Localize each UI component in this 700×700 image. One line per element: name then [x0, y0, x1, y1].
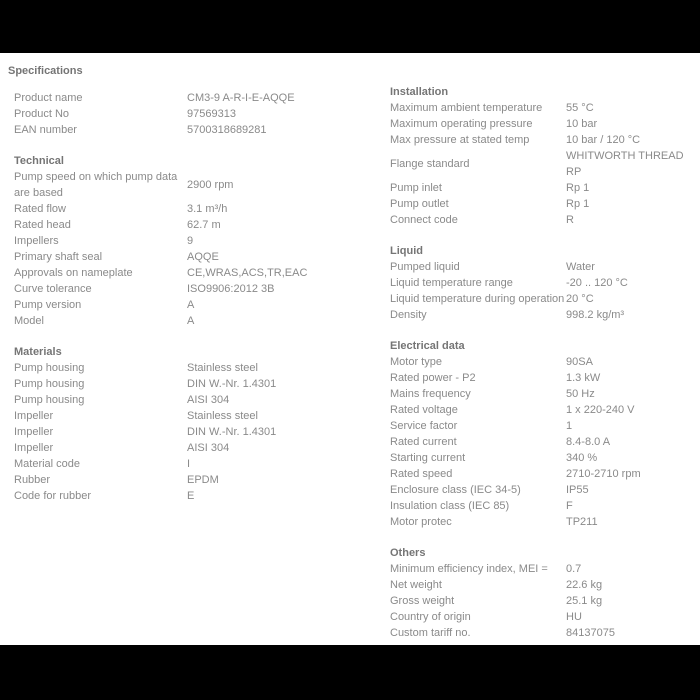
spec-value: 1.3 kW — [566, 372, 601, 384]
spec-value: 50 Hz — [566, 388, 595, 400]
spec-value: 25.1 kg — [566, 595, 603, 607]
spec-label: Country of origin — [390, 611, 471, 623]
spec-value: 97569313 — [187, 108, 236, 120]
specifications-panel — [0, 53, 700, 645]
spec-label: Primary shaft seal — [14, 251, 103, 263]
spec-row — [390, 275, 698, 291]
spec-value: TP211 — [566, 516, 598, 528]
spec-value: Rp 1 — [566, 182, 590, 194]
spec-row — [390, 609, 698, 625]
spec-label: Model — [14, 315, 44, 327]
spec-row — [14, 472, 358, 488]
spec-value: CE,WRAS,ACS,TR,EAC — [187, 267, 308, 279]
spec-row — [14, 297, 358, 313]
spec-row — [14, 313, 358, 329]
spec-section — [390, 338, 698, 530]
spec-label: Rubber — [14, 474, 51, 486]
spec-label: Rated power - P2 — [390, 372, 476, 384]
spec-label: Rated current — [390, 436, 457, 448]
spec-row — [14, 408, 358, 424]
spec-value: DIN W.-Nr. 1.4301 — [187, 378, 277, 390]
spec-label: Pump version — [14, 299, 82, 311]
spec-value: HU — [566, 611, 582, 623]
spec-value: DIN W.-Nr. 1.4301 — [187, 426, 277, 438]
spec-value: 22.6 kg — [566, 579, 603, 591]
spec-label: Impellers — [14, 235, 59, 247]
spec-value: CM3-9 A-R-I-E-AQQE — [187, 92, 295, 104]
right-column — [390, 84, 698, 641]
spec-row — [14, 440, 358, 456]
spec-row — [14, 233, 358, 249]
top-black-bar — [0, 0, 700, 53]
spec-row — [390, 196, 698, 212]
spec-value: 62.7 m — [187, 219, 221, 231]
spec-label: Rated flow — [14, 203, 66, 215]
spec-label: Rated head — [14, 219, 71, 231]
spec-row — [390, 450, 698, 466]
spec-label: Pump inlet — [390, 182, 442, 194]
spec-row — [14, 488, 358, 504]
bottom-black-bar — [0, 645, 700, 700]
section-heading: Materials — [14, 346, 62, 358]
spec-value: 84137075 — [566, 627, 615, 639]
spec-value: IP55 — [566, 484, 589, 496]
spec-label: Maximum ambient temperature — [390, 102, 543, 114]
spec-label: Net weight — [390, 579, 442, 591]
section-heading: Installation — [390, 86, 449, 98]
spec-value: AQQE — [187, 251, 219, 263]
spec-label: Service factor — [390, 420, 458, 432]
spec-row — [390, 402, 698, 418]
spec-value: EPDM — [187, 474, 219, 486]
spec-label: Pump speed on which pump data are based — [14, 171, 178, 199]
spec-row — [390, 482, 698, 498]
spec-row — [390, 132, 698, 148]
section-heading: Electrical data — [390, 340, 465, 352]
section-heading: Liquid — [390, 245, 423, 257]
spec-row — [14, 392, 358, 408]
spec-label: Motor protec — [390, 516, 452, 528]
spec-label: Custom tariff no. — [390, 627, 471, 639]
spec-row — [14, 201, 358, 217]
spec-row — [390, 418, 698, 434]
spec-value: Stainless steel — [187, 362, 258, 374]
spec-row — [14, 249, 358, 265]
spec-value: 8.4-8.0 A — [566, 436, 611, 448]
spec-row — [390, 514, 698, 530]
spec-value: I — [187, 458, 191, 470]
spec-label: Rated speed — [390, 468, 453, 480]
spec-row — [14, 424, 358, 440]
spec-row — [14, 360, 358, 376]
spec-row — [390, 212, 698, 228]
spec-row — [390, 100, 698, 116]
spec-label: Pump housing — [14, 378, 85, 390]
spec-label: Approvals on nameplate — [14, 267, 133, 279]
spec-value: 2900 rpm — [187, 179, 234, 191]
spec-section — [390, 84, 698, 228]
spec-value: WHITWORTH THREAD RP — [566, 150, 684, 178]
spec-value: AISI 304 — [187, 394, 230, 406]
spec-row — [390, 561, 698, 577]
spec-value: Rp 1 — [566, 198, 590, 210]
spec-row — [390, 466, 698, 482]
spec-label: Starting current — [390, 452, 466, 464]
spec-row — [14, 122, 358, 138]
spec-value: Water — [566, 261, 595, 273]
spec-value: R — [566, 214, 574, 226]
spec-value: 20 °C — [566, 293, 594, 305]
spec-row — [14, 217, 358, 233]
spec-value: 3.1 m³/h — [187, 203, 228, 215]
spec-row — [14, 265, 358, 281]
spec-section — [390, 545, 698, 641]
spec-row — [14, 169, 358, 201]
spec-label: Product No — [14, 108, 70, 120]
spec-row — [390, 116, 698, 132]
spec-section — [14, 90, 358, 138]
spec-section — [14, 344, 358, 504]
spec-label: Product name — [14, 92, 83, 104]
spec-row — [390, 577, 698, 593]
spec-value: 5700318689281 — [187, 124, 267, 136]
spec-label: Impeller — [14, 442, 54, 454]
spec-label: Material code — [14, 458, 81, 470]
spec-value: A — [187, 299, 195, 311]
spec-label: Minimum efficiency index, MEI = — [390, 563, 548, 575]
spec-value: 90SA — [566, 356, 593, 368]
spec-value: Stainless steel — [187, 410, 258, 422]
spec-row — [390, 307, 698, 323]
spec-row — [390, 180, 698, 196]
spec-row — [14, 456, 358, 472]
spec-row — [14, 376, 358, 392]
spec-row — [390, 148, 698, 180]
spec-row — [390, 354, 698, 370]
spec-section — [390, 243, 698, 323]
spec-label: Gross weight — [390, 595, 455, 607]
spec-label: Max pressure at stated temp — [390, 134, 530, 146]
spec-label: Liquid temperature range — [390, 277, 513, 289]
spec-row — [14, 90, 358, 106]
spec-label: Connect code — [390, 214, 458, 226]
spec-label: Pump housing — [14, 394, 85, 406]
spec-row — [390, 370, 698, 386]
spec-value: 10 bar / 120 °C — [566, 134, 641, 146]
spec-label: Pump housing — [14, 362, 85, 374]
spec-row — [390, 386, 698, 402]
spec-value: E — [187, 490, 195, 502]
spec-row — [390, 498, 698, 514]
spec-row — [390, 625, 698, 641]
spec-value: 2710-2710 rpm — [566, 468, 641, 480]
spec-label: Mains frequency — [390, 388, 471, 400]
spec-row — [14, 281, 358, 297]
spec-value: ISO9906:2012 3B — [187, 283, 275, 295]
spec-value: 1 x 220-240 V — [566, 404, 635, 416]
spec-value: A — [187, 315, 195, 327]
spec-row — [390, 434, 698, 450]
spec-row — [390, 291, 698, 307]
spec-label: Curve tolerance — [14, 283, 92, 295]
page-title: Specifications — [8, 65, 83, 77]
spec-row — [390, 593, 698, 609]
spec-label: Impeller — [14, 410, 54, 422]
spec-label: Code for rubber — [14, 490, 92, 502]
section-heading: Technical — [14, 155, 64, 167]
spec-value: F — [566, 500, 573, 512]
spec-label: Insulation class (IEC 85) — [390, 500, 510, 512]
spec-section — [14, 153, 358, 329]
left-column — [14, 90, 358, 504]
spec-label: Motor type — [390, 356, 442, 368]
spec-value: 9 — [187, 235, 194, 247]
spec-value: 55 °C — [566, 102, 594, 114]
spec-row — [390, 259, 698, 275]
spec-label: Liquid temperature during operation — [390, 293, 565, 305]
spec-value: 1 — [566, 420, 573, 432]
spec-label: Maximum operating pressure — [390, 118, 533, 130]
spec-value: 340 % — [566, 452, 598, 464]
spec-value: AISI 304 — [187, 442, 230, 454]
spec-value: 10 bar — [566, 118, 598, 130]
spec-label: EAN number — [14, 124, 77, 136]
spec-label: Pumped liquid — [390, 261, 460, 273]
section-heading: Others — [390, 547, 426, 559]
spec-value: 998.2 kg/m³ — [566, 309, 625, 321]
spec-label: Impeller — [14, 426, 54, 438]
spec-label: Flange standard — [390, 158, 470, 170]
spec-value: 0.7 — [566, 563, 582, 575]
spec-row — [14, 106, 358, 122]
spec-label: Density — [390, 309, 427, 321]
spec-label: Rated voltage — [390, 404, 458, 416]
spec-label: Pump outlet — [390, 198, 449, 210]
spec-label: Enclosure class (IEC 34-5) — [390, 484, 521, 496]
spec-value: -20 .. 120 °C — [566, 277, 628, 289]
